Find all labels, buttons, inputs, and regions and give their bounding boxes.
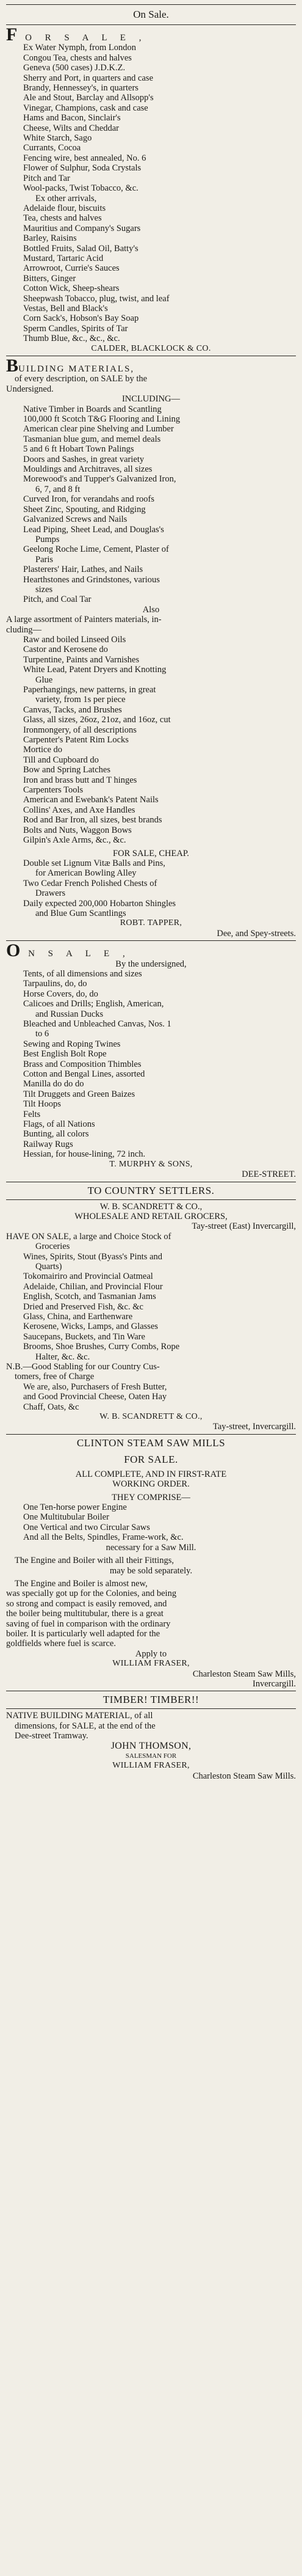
stock-line: White Starch, Sago: [23, 133, 92, 144]
stock-line: Brooms, Shoe Brushes, Curry Combs, Rope: [23, 1342, 180, 1352]
advert-signature: JOHN THOMSON,: [110, 1740, 192, 1751]
divider: [6, 1199, 296, 1200]
stock-line: NATIVE BUILDING MATERIAL, of all: [6, 1711, 153, 1721]
stock-line: Mustard, Tartaric Acid: [23, 253, 104, 263]
stock-line: We are, also, Purchasers of Fresh Butter,: [23, 1381, 167, 1392]
drop-cap: B: [6, 358, 19, 375]
stock-line: sizes: [35, 584, 53, 595]
stock-line: Arrowroot, Currie's Sauces: [23, 263, 120, 274]
stock-line: Two Cedar French Polished Chests of: [23, 878, 157, 888]
advert-signature: W. B. SCANDRETT & CO.,: [99, 1412, 203, 1422]
stock-line: Mauritius and Company's Sugars: [23, 223, 141, 233]
stock-line: Barley, Raisins: [23, 233, 77, 244]
advert-signature: WILLIAM FRASER,: [112, 1659, 190, 1669]
paragraph-line: The Engine and Boiler is almost new,: [15, 1578, 148, 1589]
stock-line: Glass, all sizes, 26oz, 21oz, and 16oz, cut: [23, 715, 171, 725]
stock-line: and Blue Gum Scantlings: [35, 908, 126, 918]
stock-line: Cotton and Bengal Lines, assorted: [23, 1069, 145, 1080]
stock-line: Railway Rugs: [23, 1139, 73, 1149]
stock-line: Brandy, Hennessey's, in quarters: [23, 83, 138, 93]
advert-address: Charleston Steam Saw Mills.: [192, 1771, 296, 1781]
paragraph-line: goldfields where fuel is scarce.: [6, 1639, 116, 1649]
apply-line: Apply to: [135, 1648, 167, 1659]
stock-line: Canvas, Tacks, and Brushes: [23, 704, 122, 715]
drop-cap: O: [6, 943, 21, 959]
stock-line: HAVE ON SALE, a large and Choice Stock of: [6, 1231, 171, 1242]
advert-subheading: of every description, on SALE by the: [15, 374, 148, 384]
stock-line: Iron and brass butt and T hinges: [23, 775, 137, 785]
advert-clinton-saw-mills: [6, 1436, 296, 1692]
advert-thomson-timber: [6, 1693, 296, 1781]
stock-line: Hessian, for house-lining, 72 inch.: [23, 1149, 146, 1160]
firm-name: W. B. SCANDRETT & CO.,: [99, 1201, 203, 1212]
stock-line: Tilt Druggets and Green Baizes: [23, 1089, 135, 1099]
stock-line: Sherry and Port, in quarters and case: [23, 73, 154, 83]
stock-line: Kerosene, Wicks, Lamps, and Glasses: [23, 1322, 159, 1332]
stock-line: Sperm Candles, Spirits of Tar: [23, 323, 128, 334]
stock-line: Saucepans, Buckets, and Tin Ware: [23, 1331, 145, 1342]
stock-line: Ex Water Nymph, from London: [23, 43, 137, 53]
stock-line: Calicoes and Drills; English, American,: [23, 999, 164, 1009]
stock-line: One Vertical and two Circular Saws: [23, 1522, 150, 1532]
stock-line: and Russian Ducks: [35, 1009, 104, 1019]
firm-street: Tay-street (East) Invercargill,: [192, 1221, 296, 1232]
paragraph-line: saving of fuel in comparison with the ordinary: [6, 1619, 171, 1629]
stock-line: Rod and Bar Iron, all sizes, best brands: [23, 815, 162, 825]
section-heading: FOR SALE, CHEAP.: [113, 848, 189, 858]
advert-opening: N S A L E ,: [20, 949, 131, 959]
column-header: [6, 4, 296, 25]
stock-line: Quarts): [35, 1261, 62, 1272]
stock-line: Adelaide flour, biscuits: [23, 203, 106, 213]
stock-line: Paris: [35, 554, 53, 565]
stock-line: Tilt Hoops: [23, 1099, 61, 1110]
stock-line: By the undersigned,: [115, 959, 187, 969]
stock-line: Hearthstones and Grindstones, various: [23, 574, 160, 585]
stock-line: Carpenter's Patent Rim Locks: [23, 735, 129, 745]
stock-line: Geneva (500 cases) J.D.K.Z.: [23, 63, 126, 73]
stock-line: Horse Covers, do, do: [23, 989, 98, 999]
stock-line: Cotton Wick, Sheep-shears: [23, 284, 120, 294]
stock-line: American and Ewebank's Patent Nails: [23, 795, 159, 805]
stock-line: Adelaide, Chilian, and Provincial Flour: [23, 1281, 163, 1292]
stock-line: and Good Provincial Cheese, Oaten Hay: [23, 1392, 167, 1402]
stock-line: Flower of Sulphur, Soda Crystals: [23, 163, 142, 174]
stock-line: Chaff, Oats, &c: [23, 1402, 79, 1412]
divider: [6, 1434, 296, 1435]
firm-trade: WHOLESALE AND RETAIL GROCERS,: [74, 1211, 228, 1221]
stock-line: Plasterers' Hair, Lathes, and Nails: [23, 565, 143, 575]
stock-line: A large assortment of Painters materials, in-: [6, 615, 162, 625]
stock-line: Native Timber in Boards and Scantling: [23, 404, 162, 414]
stock-line: Castor and Kerosene do: [23, 645, 108, 655]
stock-line: Vinegar, Champions, cask and case: [23, 103, 148, 113]
stock-line: Thumb Blue, &c., &c., &c.: [23, 334, 120, 344]
stock-line: for American Bowling Alley: [35, 868, 137, 879]
stock-line: English, Scotch, and Tasmanian Jams: [23, 1292, 156, 1302]
stock-line: Cheese, Wilts and Cheddar: [23, 123, 120, 133]
advert-heading: TO COUNTRY SETTLERS.: [87, 1184, 215, 1196]
paragraph-line: so strong and compact is easily removed, and: [6, 1598, 167, 1609]
stock-line: 6, 7, and 8 ft: [35, 484, 81, 494]
advert-heading: TIMBER! TIMBER!!: [102, 1694, 200, 1706]
advert-tapper-building-materials: [6, 358, 296, 941]
advert-signature: T. MURPHY & SONS,: [109, 1159, 193, 1169]
advert-salesman-label: SALESMAN FOR: [125, 1752, 177, 1760]
stock-line: Congou Tea, chests and halves: [23, 53, 132, 63]
stock-line: Carpenters Tools: [23, 785, 84, 796]
stock-line: Ale and Stout, Barclay and Allsopp's: [23, 93, 154, 103]
stock-line: Bow and Spring Latches: [23, 765, 110, 775]
stock-line: Lead Piping, Sheet Lead, and Douglas's: [23, 524, 164, 535]
stock-line: White Lead, Patent Dryers and Knotting: [23, 665, 167, 675]
divider: [6, 940, 296, 941]
stock-line: N.B.—Good Stabling for our Country Cus-: [6, 1362, 160, 1372]
stock-line: Bolts and Nuts, Waggon Bows: [23, 825, 132, 835]
advert-signature: CALDER, BLACKLOCK & CO.: [91, 343, 211, 353]
stock-line: Sewing and Roping Twines: [23, 1039, 121, 1049]
stock-line: Collins' Axes, and Axe Handles: [23, 805, 135, 815]
stock-line: Mortice do: [23, 745, 63, 755]
advert-address: DEE-STREET.: [242, 1169, 296, 1180]
stock-line: Glue: [35, 675, 53, 685]
advert-heading-line: [6, 358, 296, 374]
stock-line: Curved Iron, for verandahs and roofs: [23, 494, 155, 505]
stock-line: Also: [142, 604, 160, 615]
stock-line: Tents, of all dimensions and sizes: [23, 968, 142, 979]
stock-line: Morewood's and Tupper's Galvanized Iron,: [23, 474, 176, 485]
stock-line: Pitch, and Coal Tar: [23, 595, 92, 605]
stock-line: 5 and 6 ft Hobart Town Palings: [23, 444, 134, 455]
stock-line: cluding—: [6, 624, 41, 635]
divider: [6, 4, 296, 5]
section-label: THEY COMPRISE—: [112, 1492, 190, 1502]
stock-line: 100,000 ft Scotch T&G Flooring and Lining: [23, 414, 181, 425]
stock-line: Ironmongery, of all descriptions: [23, 725, 137, 735]
paragraph-line: was specially got up for the Colonies, and being: [6, 1589, 177, 1599]
stock-line: One Ten-horse power Engine: [23, 1502, 127, 1513]
advert-signature: ROBT. TAPPER,: [120, 918, 182, 928]
advert-calder-blacklock: [6, 27, 296, 356]
stock-line: Tasmanian blue gum, and memel deals: [23, 434, 161, 444]
condition-line: WORKING ORDER.: [112, 1479, 190, 1490]
stock-line: Wool-packs, Twist Tobacco, &c.: [23, 183, 138, 194]
advert-address: Charleston Steam Saw Mills,: [192, 1669, 296, 1679]
advert-murphy-sons: [6, 943, 296, 1182]
section-label: INCLUDING—: [121, 394, 181, 404]
divider: [6, 24, 296, 25]
paragraph-line: The Engine and Boiler with all their Fittings,: [15, 1556, 174, 1566]
stock-line: Sheepwash Tobacco, plug, twist, and leaf: [23, 293, 170, 304]
stock-line: Hams and Bacon, Sinclair's: [23, 113, 121, 123]
paragraph-line: may be sold separately.: [109, 1565, 193, 1576]
drop-cap: F: [6, 27, 18, 43]
stock-line: Halter, &c. &c.: [35, 1352, 90, 1362]
stock-line: Galvanized Screws and Nails: [23, 514, 128, 525]
stock-line: One Multitubular Boiler: [23, 1512, 109, 1523]
stock-line: Flags, of all Nations: [23, 1119, 95, 1130]
stock-line: Ex other arrivals,: [35, 193, 97, 203]
stock-line: Tokomairiro and Provincial Oatmeal: [23, 1272, 153, 1282]
divider: [6, 1708, 296, 1709]
advert-heading: CLINTON STEAM SAW MILLS: [76, 1436, 226, 1449]
stock-line: dimensions, for SALE, at the end of the: [15, 1721, 156, 1731]
stock-line: And all the Belts, Spindles, Frame-work, &c.: [23, 1532, 184, 1543]
stock-line: Pitch and Tar: [23, 173, 70, 183]
stock-line: Turpentine, Paints and Varnishes: [23, 654, 140, 665]
stock-line: variety, from 1s per piece: [35, 695, 126, 705]
stock-line: Mouldings and Architraves, all sizes: [23, 464, 153, 475]
advert-subheading: Undersigned.: [6, 384, 54, 394]
condition-line: ALL COMPLETE, AND IN FIRST-RATE: [75, 1469, 227, 1479]
advert-scandrett-grocers: [6, 1184, 296, 1435]
advert-opening-line: [6, 27, 296, 43]
stock-line: Sheet Zinc, Spouting, and Ridging: [23, 504, 146, 514]
advert-principal: WILLIAM FRASER,: [112, 1761, 190, 1771]
advert-subheading: FOR SALE.: [124, 1453, 178, 1465]
paragraph-line: boiler. It is particularly well adapted for the: [6, 1628, 160, 1639]
stock-line: Till and Cupboard do: [23, 755, 99, 765]
stock-line: Brass and Composition Thimbles: [23, 1059, 142, 1069]
stock-line: Fencing wire, best annealed, No. 6: [23, 153, 146, 163]
stock-line: Dried and Preserved Fish, &c. &c: [23, 1301, 143, 1312]
stock-line: Paperhangings, new patterns, in great: [23, 685, 156, 695]
stock-line: Bitters, Ginger: [23, 273, 76, 284]
stock-line: Daily expected 200,000 Hobarton Shingles: [23, 898, 176, 909]
advert-address: Invercargill.: [253, 1678, 296, 1689]
column-title: On Sale.: [133, 9, 169, 20]
stock-line: Doors and Sashes, in great variety: [23, 454, 145, 464]
stock-line: Raw and boiled Linseed Oils: [23, 634, 126, 645]
advert-address: Dee, and Spey-streets.: [217, 928, 296, 939]
stock-line: Glass, China, and Earthenware: [23, 1311, 133, 1322]
stock-line: Groceries: [35, 1242, 70, 1252]
stock-line: Geelong Roche Lime, Cement, Plaster of: [23, 544, 169, 555]
stock-line: tomers, free of Charge: [15, 1372, 95, 1382]
stock-line: Double set Lignum Vitæ Balls and Pins,: [23, 858, 165, 868]
stock-line: Manilla do do do: [23, 1079, 84, 1089]
stock-line: Pumps: [35, 534, 60, 544]
stock-line: Currants, Cocoa: [23, 143, 81, 153]
stock-line: Bleached and Unbleached Canvas, Nos. 1: [23, 1019, 171, 1029]
stock-line: Wines, Spirits, Stout (Byass's Pints and: [23, 1251, 163, 1262]
stock-line: Felts: [23, 1109, 41, 1119]
stock-line: Gilpin's Axle Arms, &c., &c.: [23, 835, 126, 846]
stock-line: Drawers: [35, 888, 66, 899]
stock-line: Best English Bolt Rope: [23, 1049, 107, 1059]
advert-opening: O R S A L E ,: [17, 33, 147, 43]
advert-heading: UILDING MATERIALS,: [18, 364, 135, 374]
stock-line: Dee-street Tramway.: [15, 1731, 88, 1741]
stock-line: Vestas, Bell and Black's: [23, 303, 108, 313]
advert-opening-line: [6, 943, 296, 959]
stock-line: Tea, chests and halves: [23, 213, 102, 224]
stock-line: Corn Sack's, Hobson's Bay Soap: [23, 313, 139, 324]
paragraph-line: the boiler being multitubular, there is a great: [6, 1609, 164, 1619]
stock-line: Tarpaulins, do, do: [23, 979, 87, 989]
stock-line: to 6: [35, 1029, 49, 1039]
stock-line: Bunting, all colors: [23, 1129, 89, 1140]
stock-line: American clear pine Shelving and Lumber: [23, 424, 174, 434]
advert-address: Tay-street, Invercargill.: [212, 1422, 296, 1432]
stock-line: necessary for a Saw Mill.: [106, 1542, 196, 1553]
stock-line: Bottled Fruits, Salad Oil, Batty's: [23, 243, 138, 254]
